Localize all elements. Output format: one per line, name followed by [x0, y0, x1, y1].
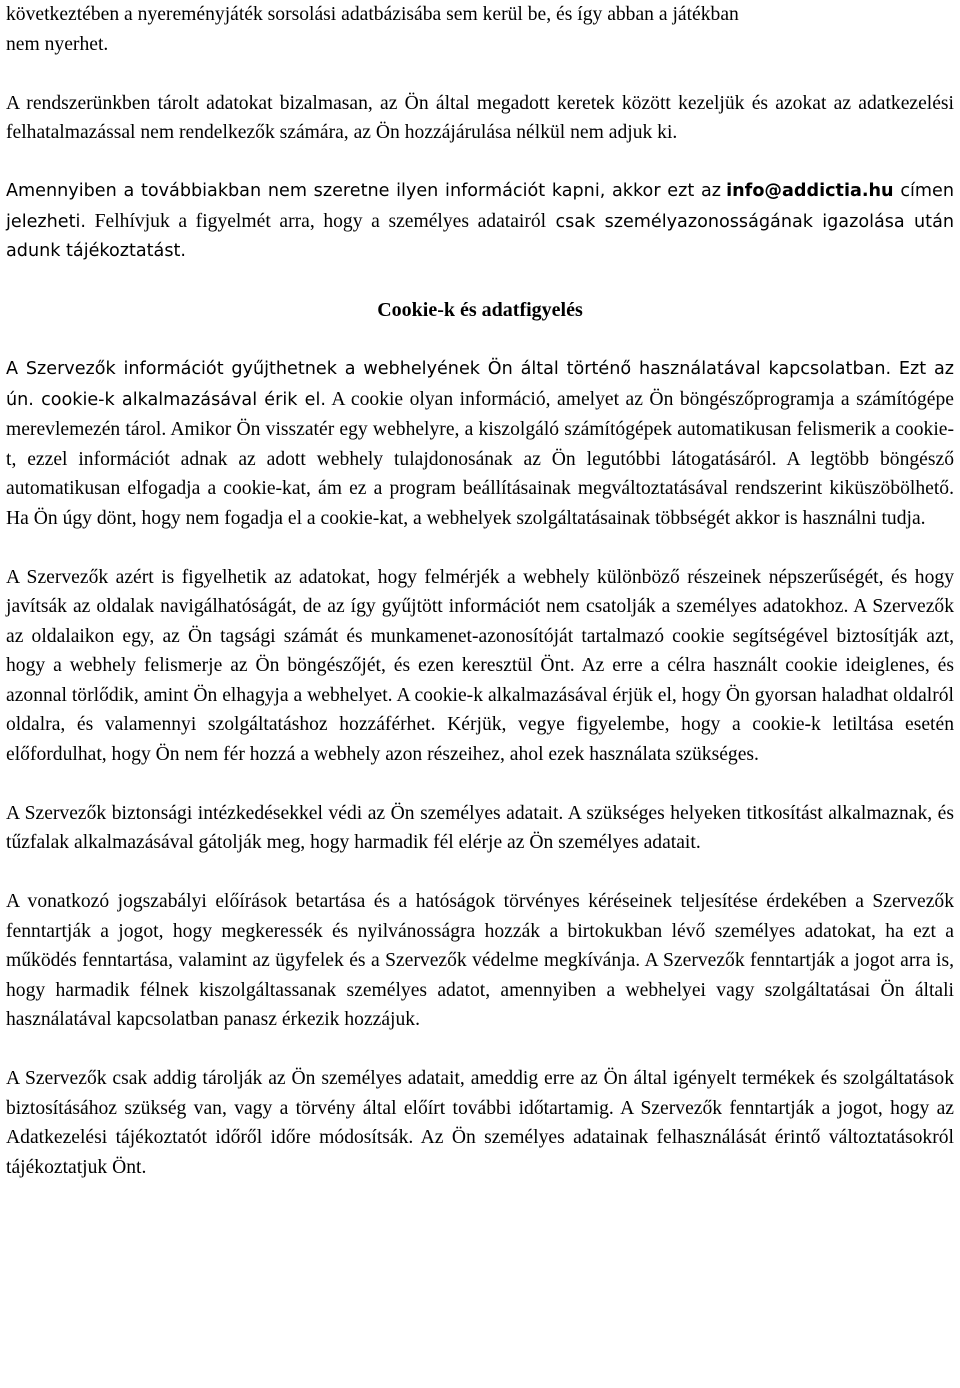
- cookie-browser-text: A legtöbb böngésző automatikusan elfogadja a cookie-kat, ám ez a program beállításainak megváltoztatásával rendszerint kiküszöbölhető.: [6, 448, 954, 499]
- paragraph-cookies-intro: [6, 355, 954, 533]
- section-heading-cookies: Cookie-k és adatfigyelés: [377, 299, 583, 321]
- paragraph-continued: [6, 0, 954, 59]
- attention-text: Felhívjuk a figyelmét arra, hogy a személyes adatairól: [86, 210, 547, 232]
- paragraph-data-confidentiality: A rendszerünkben tárolt adatokat bizalmasan, az Ön által megadott keretek között kezeljük és azokat az adatkezelési felhatalmazással nem rendelkezők számára, az Ön hozzájárulása nélkül nem adjuk ki.: [6, 92, 954, 143]
- paragraph-continued-line2: nem nyerhet.: [6, 33, 109, 55]
- cookie-definition-text: A cookie olyan információ, amelyet az Ön böngészőprogramja a számítógépe merevlemezén tárol.: [6, 388, 954, 440]
- paragraph-data-monitoring: A Szervezők azért is figyelhetik az adatokat, hogy felmérjék a webhely különböző részeinek népszerűségét, és hogy javítsák az oldalak navigálhatóságát, de az így gyűjtött információt nem csatolják a személyes adatokhoz. A Szervezők az oldalaikon egy, az Ön tagsági számát és munkamenet-azonosítóját tartalmazó cookie segítségével biztosítják azt, hogy a webhely felismerje az Ön böngészőjét, és ezen keresztül Önt. Az erre a célra használt cookie ideiglenes, és azonnal törlődik, amint Ön elhagyja a webhelyet. A cookie-k alkalmazásával érjük el, hogy Ön gyorsan haladhat oldalról oldalra, és valamennyi szolgáltatáshoz hozzáférhet. Kérjük, vegye figyelembe, hogy a cookie-k letiltása esetén előfordulhat, hogy Ön nem fér hozzá a webhely azon részeihez, ahol ezek használata szükséges.: [6, 566, 954, 765]
- document-page: [6, 0, 954, 1182]
- cookie-return-visit-text: Amikor Ön visszatér egy webhelyre, a kiszolgáló számítógépek automatikusan felismerik a cookie-t, ezzel információt adnak az adott webhely tulajdonosának az Ön legutóbbi látogatásáról.: [6, 419, 954, 470]
- paragraph-unsubscribe: [6, 177, 954, 267]
- unsubscribe-text: Amennyiben a továbbiakban nem szeretne ilyen információt kapni, akkor ezt az: [6, 181, 721, 201]
- paragraph-legal-disclosure: A vonatkozó jogszabályi előírások betartása és a hatóságok törvényes kéréseinek teljesítése érdekében a Szervezők fenntartják a jogot, hogy megkeressék és nyilvánosságra hozzák a birtokukban lévő személyes adatokat, ha ezt a működés fenntartása, valamint az ügyfelek és a Szervezők védelme megkívánja. A Szervezők fenntartják a jogot arra is, hogy harmadik félnek kiszolgáltassanak személyes adatot, amennyiben a webhelyei vagy szolgáltatásai Ön általi használatával kapcsolatban panasz érkezik hozzájuk.: [6, 891, 954, 1030]
- cookie-decline-text: Ha Ön úgy dönt, hogy nem fogadja el a cookie-kat, a webhelyek szolgáltatásainak többségét akkor is használni tudja.: [6, 507, 926, 529]
- paragraph-data-retention: A Szervezők csak addig tárolják az Ön személyes adatait, ameddig erre az Ön által igényelt termékek és szolgáltatások biztosításához szükség van, vagy a törvény által előírt további időtartamig. A Szervezők fenntartják a jogot, hogy az Adatkezelési tájékoztatót időről időre módosítsák. Az Ön személyes adatainak felhasználását érintő változtatásokról tájékoztatjuk Önt.: [6, 1068, 954, 1178]
- paragraph-security: A Szervezők biztonsági intézkedésekkel védi az Ön személyes adatait. A szükséges helyeken titkosítást alkalmaznak, és tűzfalak alkalmazásával gátolják meg, hogy harmadik fél elérje az Ön személyes adatait.: [6, 802, 954, 853]
- contact-email-link[interactable]: info@addictia.hu: [726, 181, 894, 201]
- unsubscribe-text-after-email: címen jelezheti.: [6, 181, 954, 232]
- paragraph-continued-line1: következtében a nyereményjáték sorsolási adatbázisába sem kerül be, és így abban a játékban: [6, 4, 739, 25]
- cookies-intro-text: A Szervezők információt gyűjthetnek a webhelyének Ön által történő használatával kapcsolatban. Ezt az ún. cookie-k alkalmazásával érik el.: [6, 359, 954, 410]
- identity-verification-text: csak személyazonosságának igazolása után adunk tájékoztatást.: [6, 211, 954, 261]
